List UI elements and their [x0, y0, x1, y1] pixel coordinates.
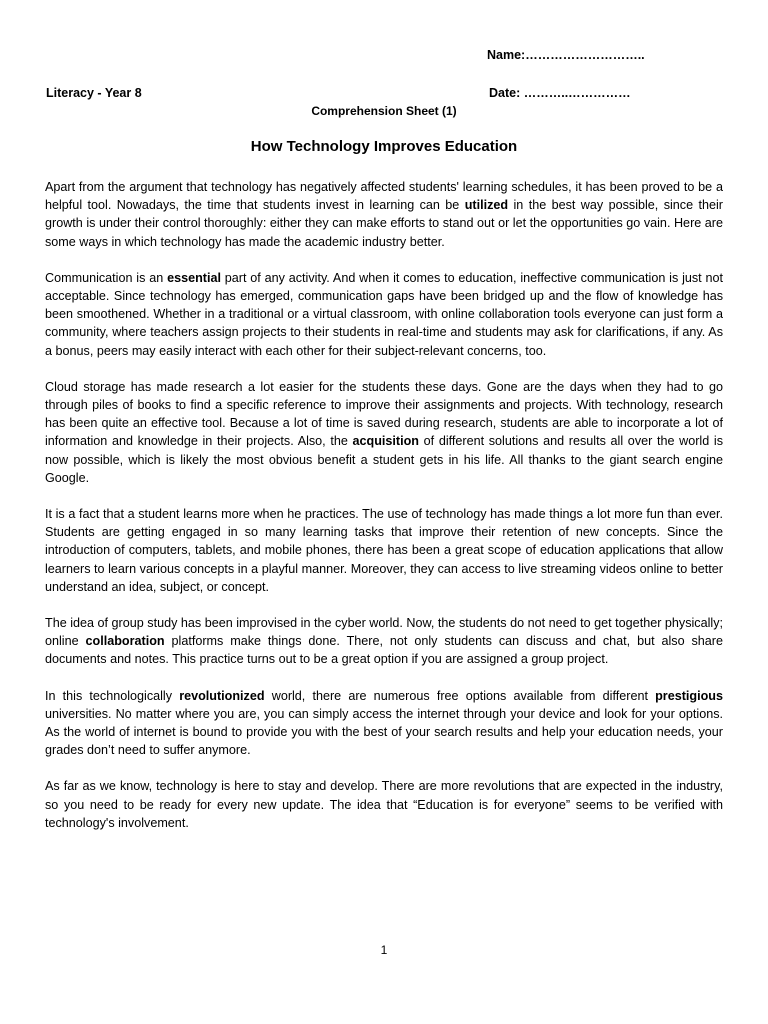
document-title: How Technology Improves Education	[250, 138, 518, 155]
keyword: prestigious	[655, 688, 723, 703]
keyword: revolutionized	[179, 688, 265, 703]
keyword: acquisition	[352, 434, 419, 449]
paragraph-5	[45, 614, 723, 669]
paragraph-text: The idea of group study has been improvised in the cyber world. Now, the students do not need to get together physically; online	[45, 616, 723, 649]
class-label: Literacy - Year 8	[46, 86, 142, 100]
keyword: utilized	[464, 198, 509, 213]
paragraph-text: As far as we know, technology is here to stay and develop. There are more revolutions that are expected in the industry, so you need to be ready for every new update. The idea that “Education is for everyone” seems to be verified with technology's involvement.	[45, 779, 723, 830]
page-number: 1	[380, 943, 388, 957]
sheet-title: Comprehension Sheet (1)	[311, 104, 457, 118]
name-field-label: Name:………………………..	[487, 48, 645, 62]
paragraph-7	[45, 777, 723, 832]
paragraph-1	[45, 178, 723, 251]
paragraph-text: platforms make things done. There, not only students can discuss and chat, but also share documents and notes. This practice turns out to be a great option if you are assigned a group project.	[45, 634, 723, 667]
paragraph-4	[45, 505, 723, 596]
paragraph-3	[45, 378, 723, 487]
paragraph-text: world, there are numerous free options available from different	[264, 688, 656, 703]
paragraph-text: Communication is an	[45, 270, 168, 285]
paragraph-text: universities. No matter where you are, you can simply access the internet through your device and look for your options. As the world of internet is bound to provide you with the best of your search results and help your education needs, your grades don’t need to suffer anymore.	[45, 706, 723, 758]
paragraph-text: of different solutions and results all over the world is now possible, which is likely the most obvious benefit a student gets in his life. All thanks to the giant search engine Google.	[45, 434, 723, 485]
paragraph-text: Apart from the argument that technology has negatively affected students' learning schedules, it has been proved to be a helpful tool. Nowadays, the time that students invest in learning can be	[45, 180, 723, 213]
paragraph-text: in the best way possible, since their growth is under their control thoroughly: either they can make efforts to stand out or let the opportunities go vain. Here are some ways in which technology has made the academic industry better.	[45, 198, 724, 249]
paragraph-text: It is a fact that a student learns more when he practices. The use of technology has made things a lot more fun than ever. Students are getting engaged in so many learning tasks that improve their retention of new concepts. Since the introduction of computers, tablets, and mobile phones, there has been a great scope of education applications that allow learners to learn various concepts in a playful manner. Moreover, they can access to live streaming videos online to better understand an idea, subject, or concept.	[45, 507, 723, 594]
keyword: collaboration	[85, 634, 165, 649]
article-body	[45, 178, 723, 832]
keyword: essential	[167, 270, 221, 285]
paragraph-2	[45, 269, 723, 360]
paragraph-text: Cloud storage has made research a lot easier for the students these days. Gone are the days when they had to go through piles of books to find a specific reference to improve their assignments and projects. With technology, research has been quite an effective tool. Because a lot of time is saved during research, students are able to incorporate a lot of information and knowledge in their projects. Also, the	[45, 379, 723, 449]
date-field-label: Date: ………..……………	[489, 86, 631, 100]
paragraph-6	[45, 687, 723, 760]
paragraph-text: In this technologically	[45, 688, 180, 703]
paragraph-text: part of any activity. And when it comes to education, ineffective communication is just not acceptable. Since technology has emerged, communication gaps have been bridged up and the flow of knowledge has been smoothened. Whether in a traditional or a virtual classroom, with online collaboration tools everyone can just form a community, where teachers assign projects to their students in real-time and students may ask for clarifications, if any. As a bonus, peers may easily interact with each other for their subject-relevant concerns, too.	[45, 270, 724, 358]
